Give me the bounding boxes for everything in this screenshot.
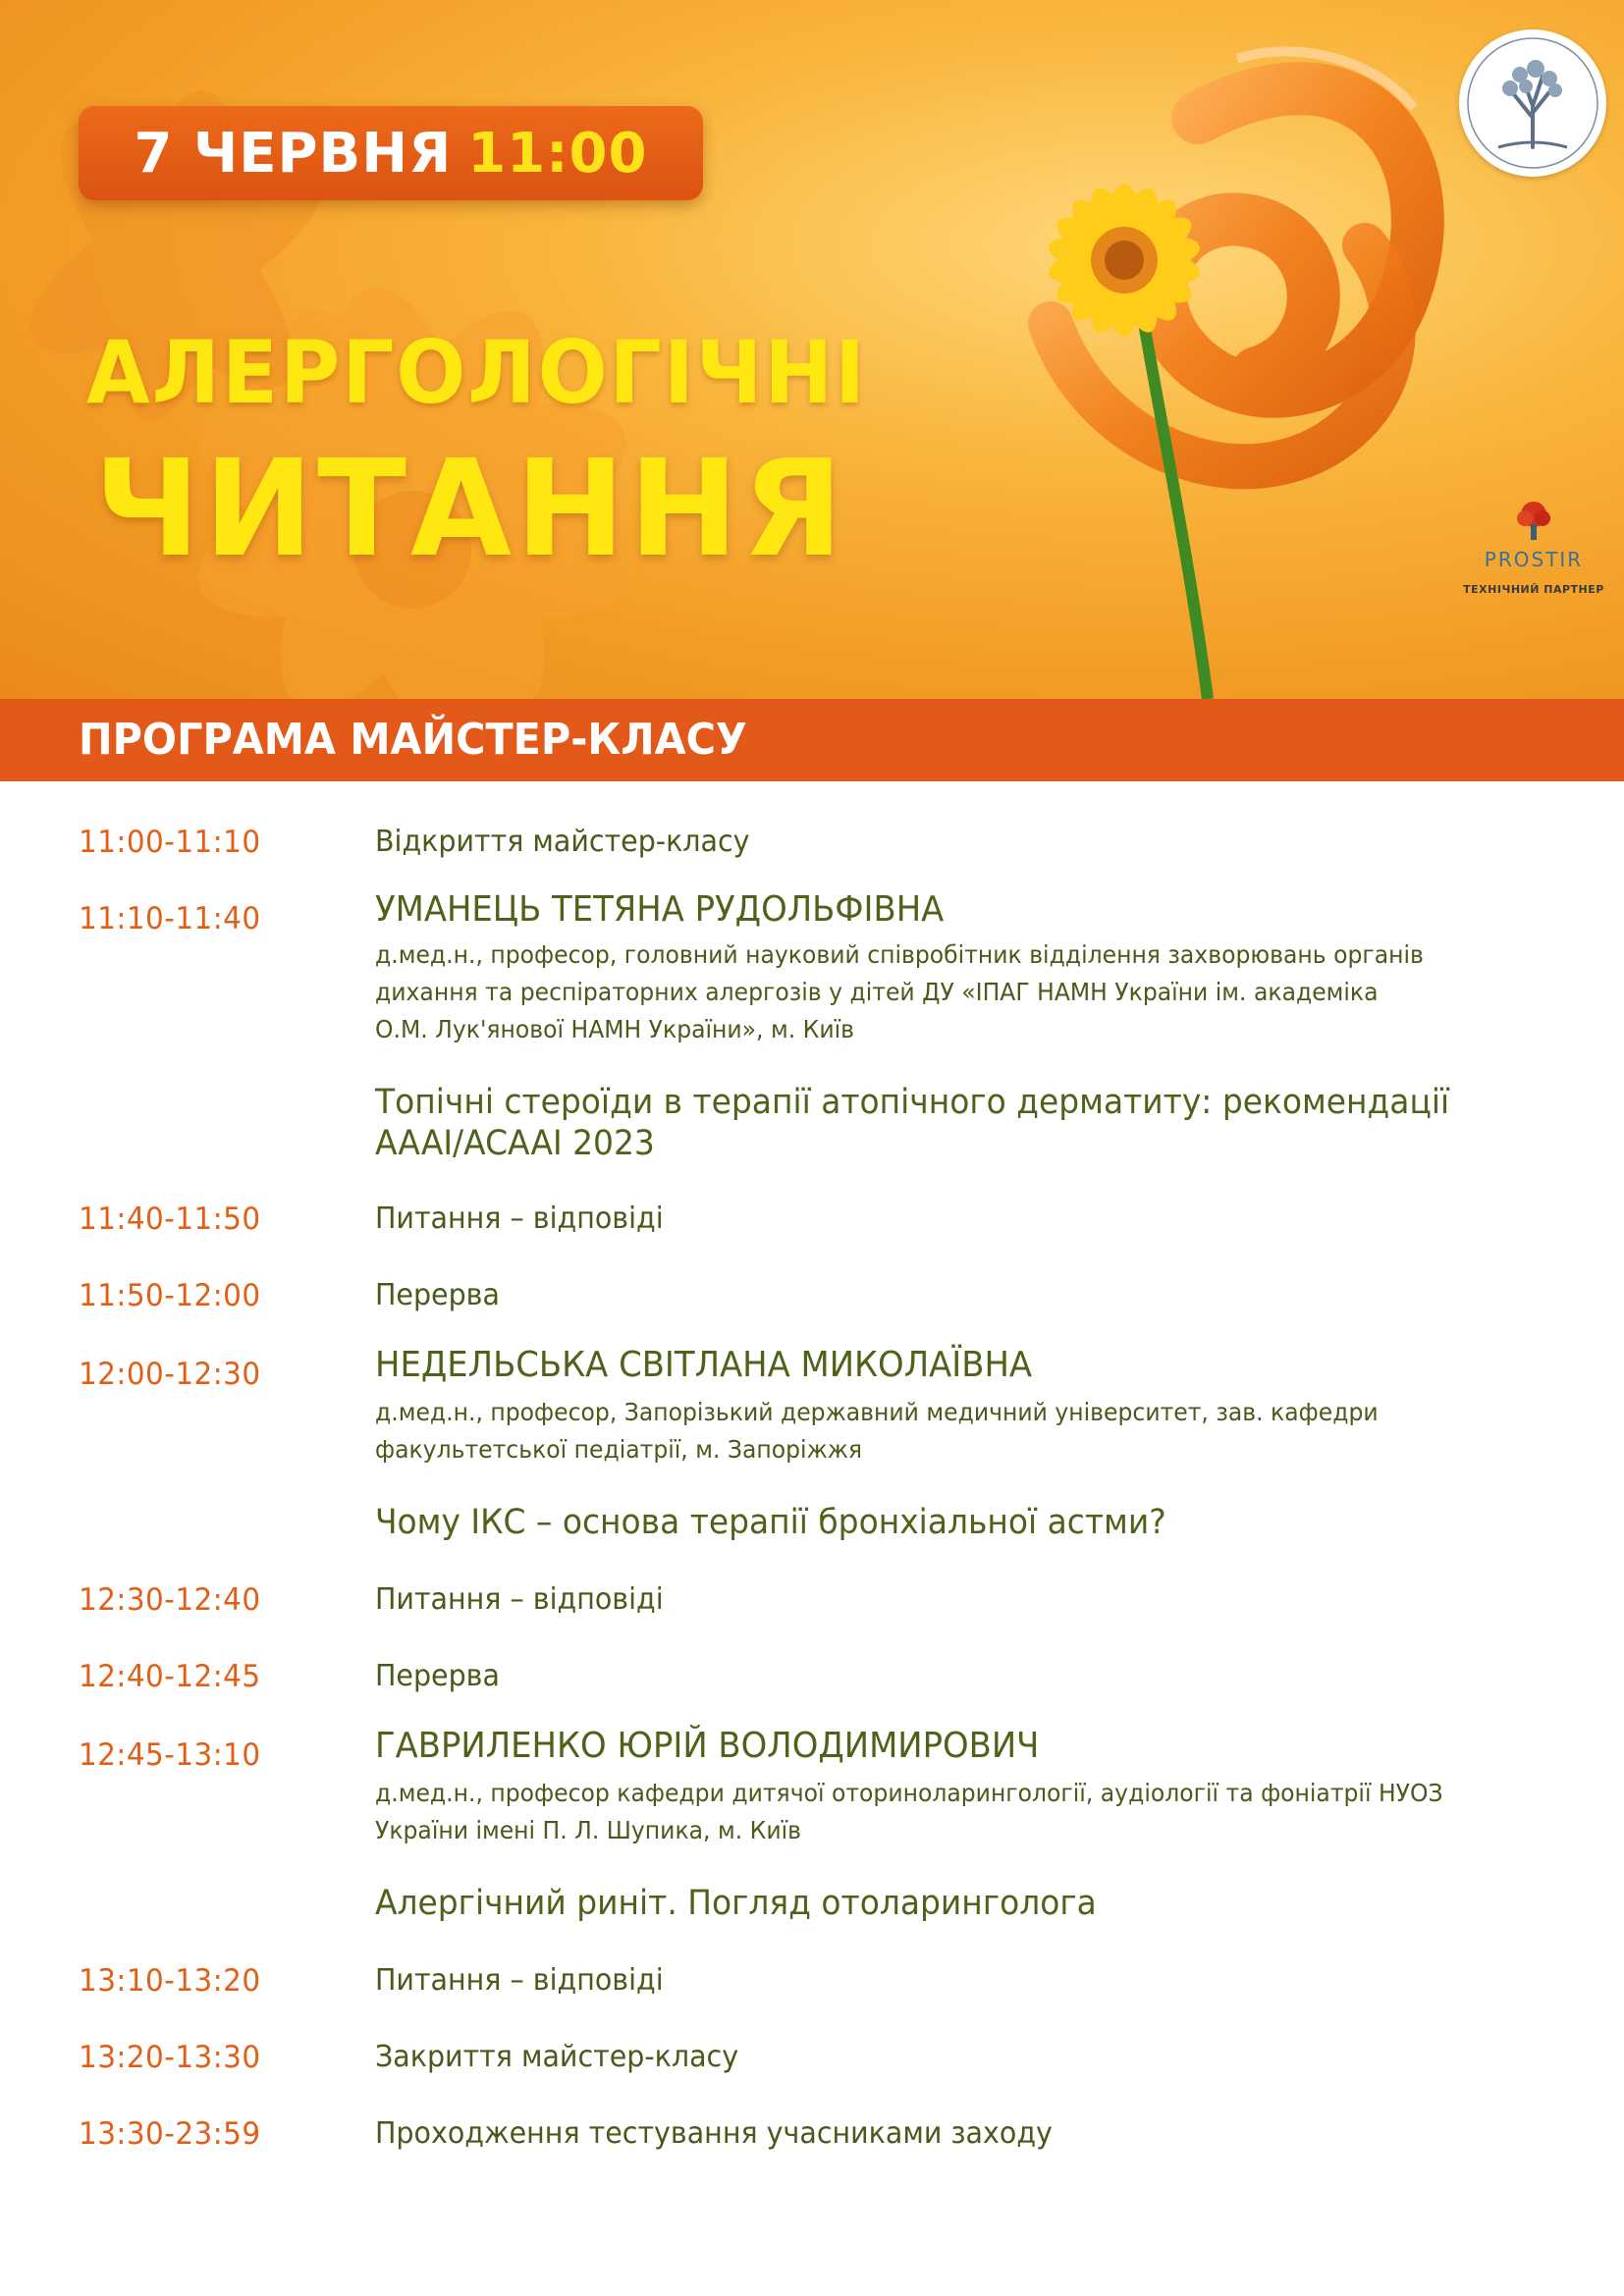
program-time: 11:40-11:50 — [79, 1201, 261, 1237]
event-date-badge — [79, 106, 703, 200]
program-event: Питання – відповіді — [375, 1201, 664, 1236]
header-banner — [0, 0, 1624, 699]
program-event: Проходження тестування учасниками заходу — [375, 2116, 1053, 2151]
speaker-name: ГАВРИЛЕНКО ЮРІЙ ВОЛОДИМИРОВИЧ — [375, 1726, 1040, 1766]
program-event: Відкриття майстер-класу — [375, 825, 750, 859]
program-time: 11:00-11:10 — [79, 825, 261, 860]
event-title-line-2: ЧИТАННЯ — [94, 432, 847, 587]
event-date: 7 ЧЕРВНЯ — [134, 121, 453, 186]
program-time: 12:30-12:40 — [79, 1582, 261, 1618]
event-time: 11:00 — [467, 121, 648, 186]
speaker-name: УМАНЕЦЬ ТЕТЯНА РУДОЛЬФІВНА — [375, 889, 945, 930]
program-time: 12:00-12:30 — [79, 1357, 261, 1392]
association-logo — [1459, 29, 1606, 177]
event-title-line-1: АЛЕРГОЛОГІЧНІ — [86, 322, 868, 423]
speaker-description: д.мед.н., професор, головний науковий співробітник відділення захворювань органів дихання та респіраторних алергозів у дітей ДУ «ІПАГ НАМН України ім. академіка О.М. Лук'янової НАМН України», м. Київ — [375, 940, 1424, 1043]
talk-topic: Алергічний риніт. Погляд отоларинголога — [375, 1884, 1097, 1923]
program-event: Питання – відповіді — [375, 1582, 664, 1617]
program-section-header — [0, 699, 1624, 781]
tree-emblem-icon — [1459, 29, 1606, 177]
partner-name: PROSTIR — [1484, 548, 1584, 571]
program-time: 13:20-13:30 — [79, 2040, 261, 2075]
section-title: ПРОГРАМА МАЙСТЕР-КЛАСУ — [79, 715, 747, 765]
program-event: Питання – відповіді — [375, 1963, 664, 1998]
speaker-description: д.мед.н., професор кафедри дитячої оториноларингології, аудіології та фоніатрії НУОЗ України імені П. Л. Шупика, м. Київ — [375, 1779, 1443, 1844]
speaker-description: д.мед.н., професор, Запорізький державний медичний університет, зав. кафедри факультетської педіатрії, м. Запоріжжя — [375, 1398, 1379, 1464]
program-event: Перерва — [375, 1659, 500, 1693]
program-time: 11:50-12:00 — [79, 1278, 261, 1313]
program-event: Перерва — [375, 1278, 500, 1312]
program-time: 13:10-13:20 — [79, 1963, 261, 1999]
program-time: 12:40-12:45 — [79, 1659, 261, 1694]
program-time: 11:10-11:40 — [79, 901, 261, 936]
program-event: Закриття майстер-класу — [375, 2040, 739, 2074]
partner-role: ТЕХНІЧНИЙ ПАРТНЕР — [1463, 583, 1604, 596]
program-time: 13:30-23:59 — [79, 2116, 261, 2152]
speaker-name: НЕДЕЛЬСЬКА СВІТЛАНА МИКОЛАЇВНА — [375, 1345, 1033, 1385]
talk-topic: Чому ІКС – основа терапії бронхіальної астми? — [375, 1503, 1166, 1542]
partner-tree-icon — [1512, 499, 1555, 542]
technical-partner — [1445, 499, 1622, 596]
talk-topic: Топічні стероїди в терапії атопічного дерматиту: рекомендації AAAI/ACAAI 2023 — [375, 1083, 1450, 1163]
flower-ribbon-illustration — [943, 0, 1453, 699]
program-time: 12:45-13:10 — [79, 1737, 261, 1773]
